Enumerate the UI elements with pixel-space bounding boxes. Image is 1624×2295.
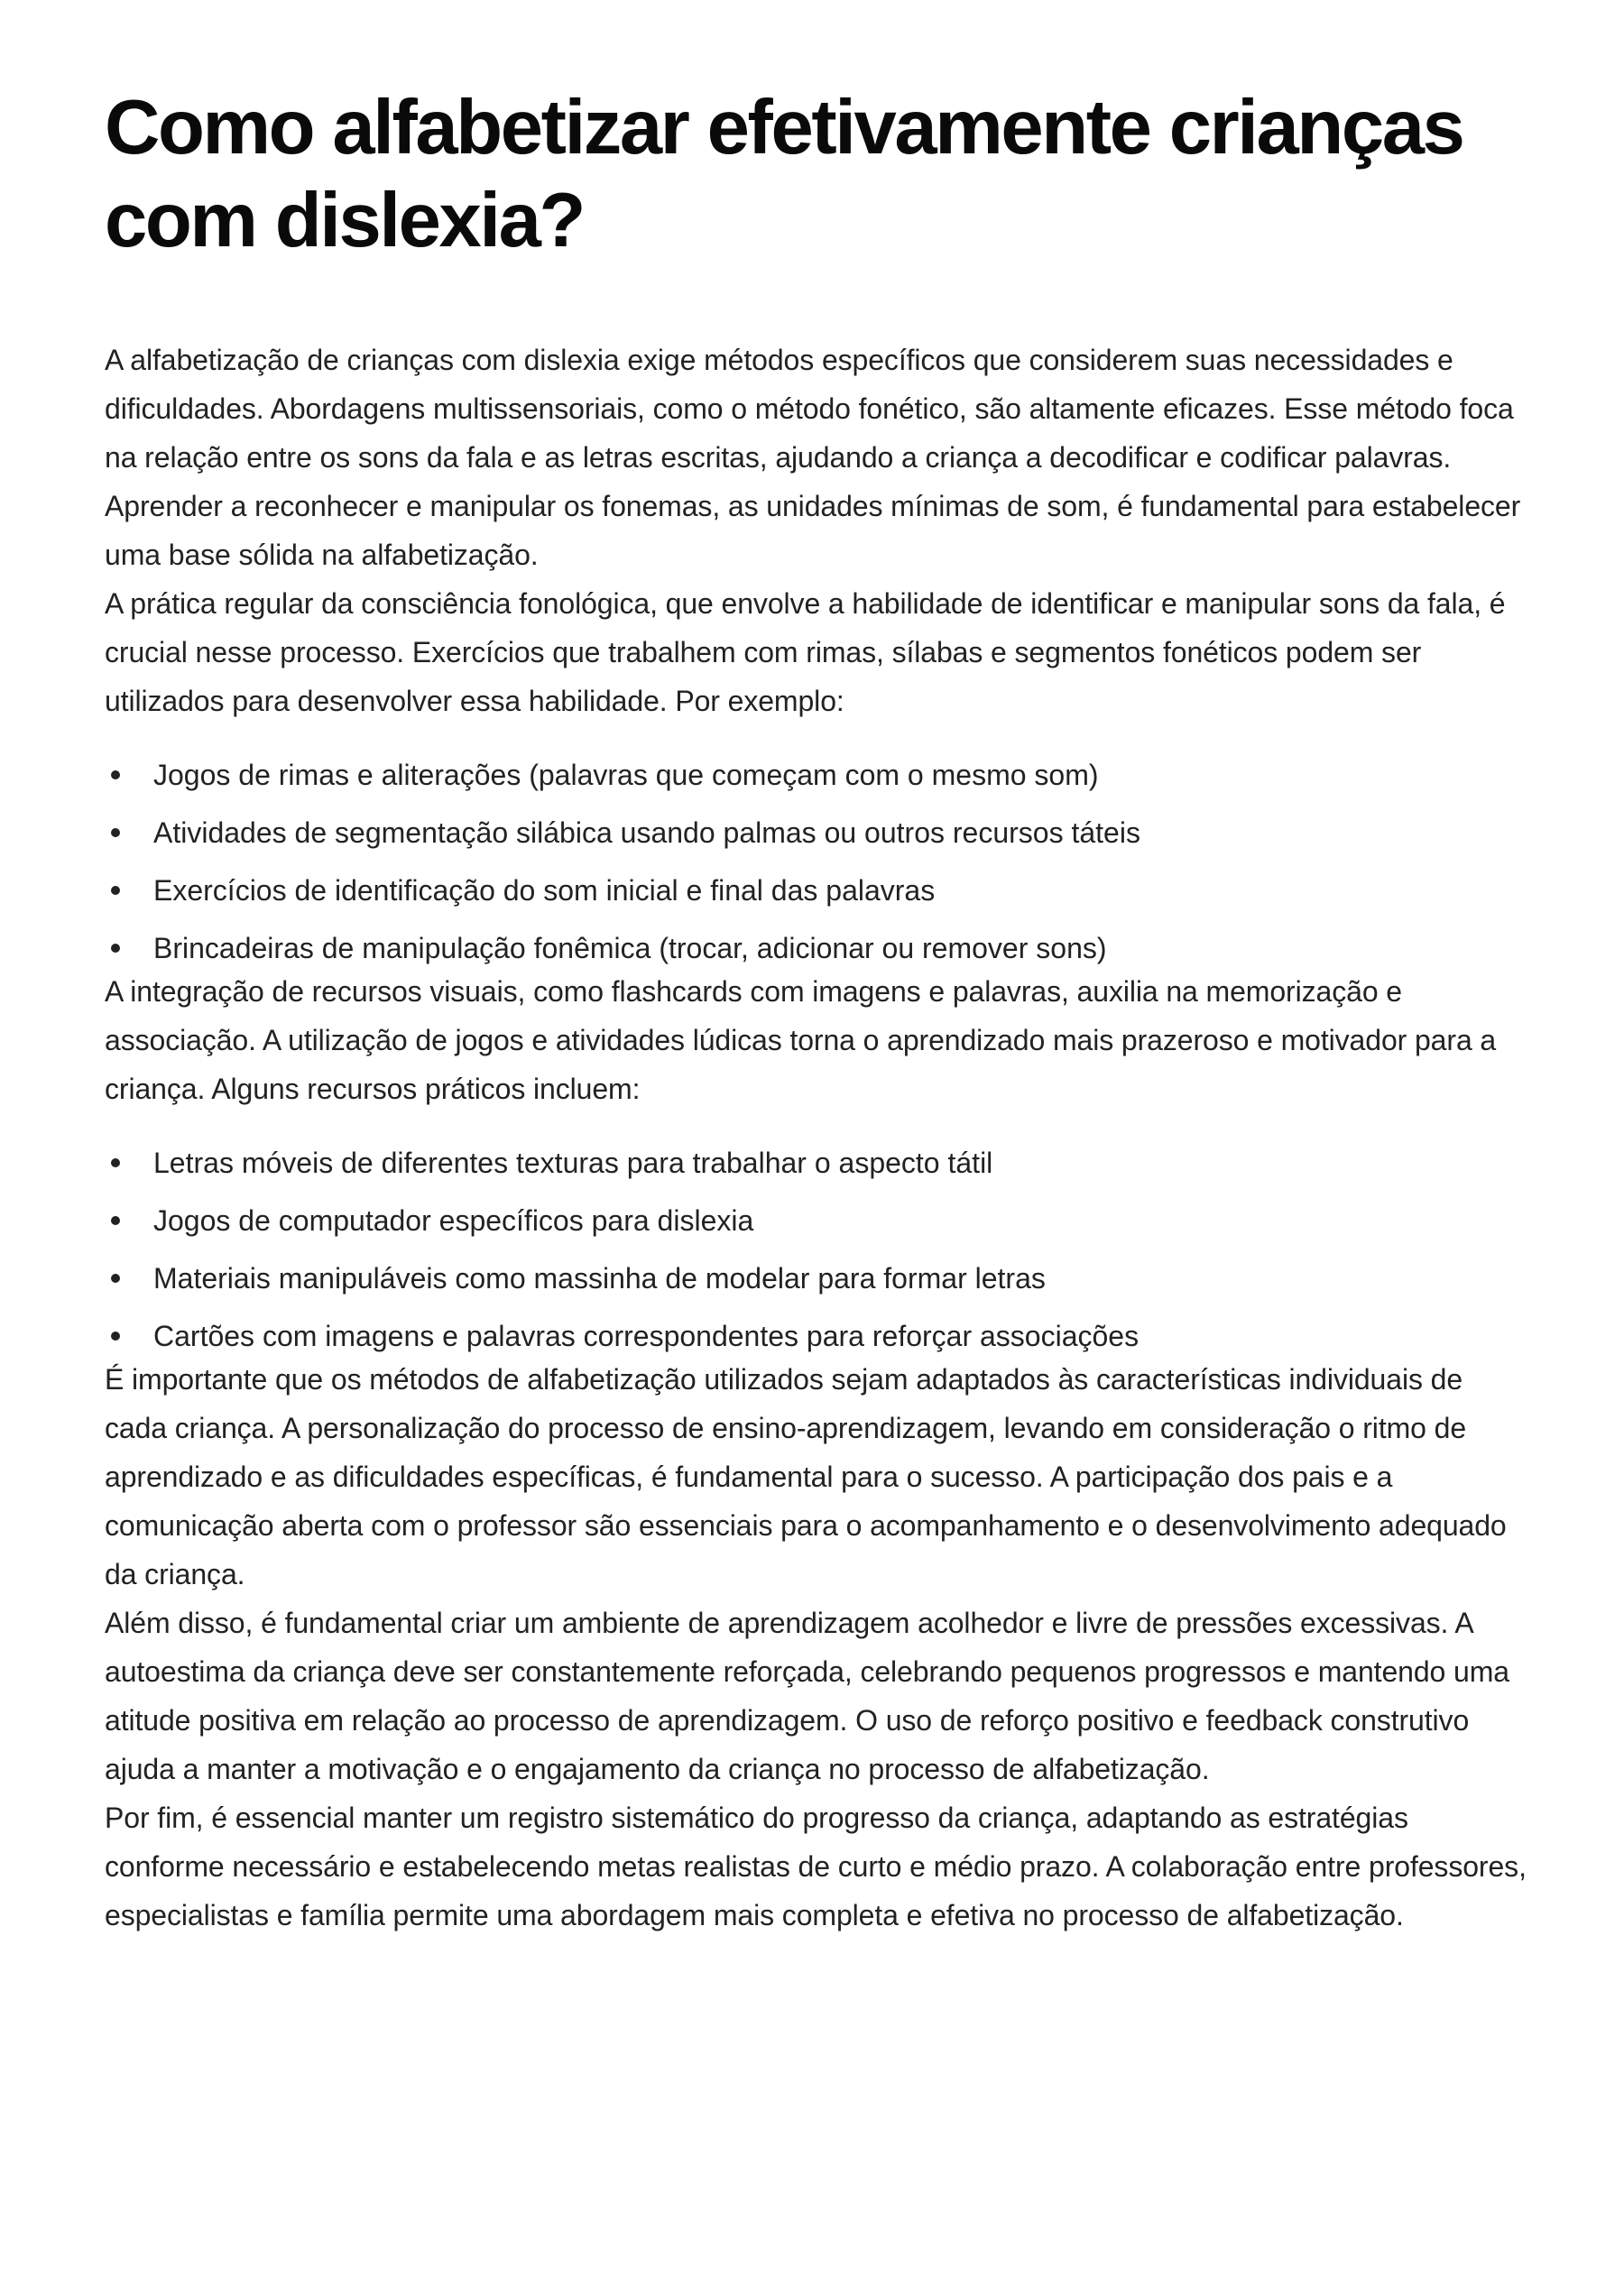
document-page (105, 81, 1530, 1940)
list-item (105, 814, 1530, 852)
bullet-icon (111, 944, 120, 953)
bullet-icon (111, 1158, 120, 1167)
list-item-text: Jogos de rimas e aliterações (palavras que começam com o mesmo som) (153, 759, 1099, 791)
paragraph-phonological: A prática regular da consciência fonológica, que envolve a habilidade de identificar e manipular sons da fala, é crucial nesse processo. Exercícios que trabalhem com rimas, sílabas e segmentos fonéticos podem ser utilizados para desenvolver essa habilidade. Por exemplo: (105, 587, 1506, 717)
list-item-text: Exercícios de identificação do som inicial e final das palavras (153, 874, 936, 907)
bullet-icon (111, 1216, 120, 1225)
bullet-icon (111, 828, 120, 837)
paragraph-visual-resources: A integração de recursos visuais, como flashcards com imagens e palavras, auxilia na memorização e associação. A utilização de jogos e atividades lúdicas torna o aprendizado mais prazeroso e motivador para a criança. Alguns recursos práticos incluem: (105, 975, 1497, 1105)
list-item (105, 756, 1530, 794)
list-item-text: Letras móveis de diferentes texturas para trabalhar o aspecto tátil (153, 1147, 993, 1179)
list-item-text: Atividades de segmentação silábica usando palmas ou outros recursos táteis (153, 816, 1140, 849)
page-title: Como alfabetizar efetivamente crianças com dislexia? (105, 85, 1463, 263)
paragraph-conclusion: Por fim, é essencial manter um registro sistemático do progresso da criança, adaptando as estratégias conforme necessário e estabelecendo metas realistas de curto e médio prazo. A colaboração entre professores, especialistas e família permite uma abordagem mais completa e efetiva no processo de alfabetização. (105, 1802, 1527, 1931)
list-item (105, 1317, 1530, 1355)
list-item (105, 1144, 1530, 1182)
list-item (105, 1202, 1530, 1240)
paragraph-environment: Além disso, é fundamental criar um ambiente de aprendizagem acolhedor e livre de pressões excessivas. A autoestima da criança deve ser constantemente reforçada, celebrando pequenos progressos e mantendo uma atitude positiva em relação ao processo de aprendizagem. O uso de reforço positivo e feedback construtivo ajuda a manter a motivação e o engajamento da criança no processo de alfabetização. (105, 1607, 1509, 1785)
bullet-icon (111, 1332, 120, 1341)
paragraph-intro: A alfabetização de crianças com dislexia exige métodos específicos que considerem suas necessidades e dificuldades. Abordagens multissensoriais, como o método fonético, são altamente eficazes. Esse método foca na relação entre os sons da fala e as letras escritas, ajudando a criança a decodificar e codificar palavras. Aprender a reconhecer e manipular os fonemas, as unidades mínimas de som, é fundamental para estabelecer uma base sólida na alfabetização. (105, 344, 1521, 571)
list-item (105, 871, 1530, 909)
list-item-text: Jogos de computador específicos para dislexia (153, 1204, 754, 1237)
list-item (105, 929, 1530, 967)
exercise-list (105, 756, 1530, 967)
bullet-icon (111, 886, 120, 895)
resource-list (105, 1144, 1530, 1355)
list-item-text: Brincadeiras de manipulação fonêmica (trocar, adicionar ou remover sons) (153, 932, 1107, 964)
bullet-icon (111, 770, 120, 779)
bullet-icon (111, 1274, 120, 1283)
list-item (105, 1259, 1530, 1297)
list-item-text: Cartões com imagens e palavras correspondentes para reforçar associações (153, 1320, 1140, 1352)
list-item-text: Materiais manipuláveis como massinha de modelar para formar letras (153, 1262, 1046, 1295)
paragraph-adaptation: É importante que os métodos de alfabetização utilizados sejam adaptados às características individuais de cada criança. A personalização do processo de ensino-aprendizagem, levando em consideração o ritmo de aprendizado e as dificuldades específicas, é fundamental para o sucesso. A participação dos pais e a comunicação aberta com o professor são essenciais para o acompanhamento e o desenvolvimento adequado da criança. (105, 1363, 1507, 1590)
